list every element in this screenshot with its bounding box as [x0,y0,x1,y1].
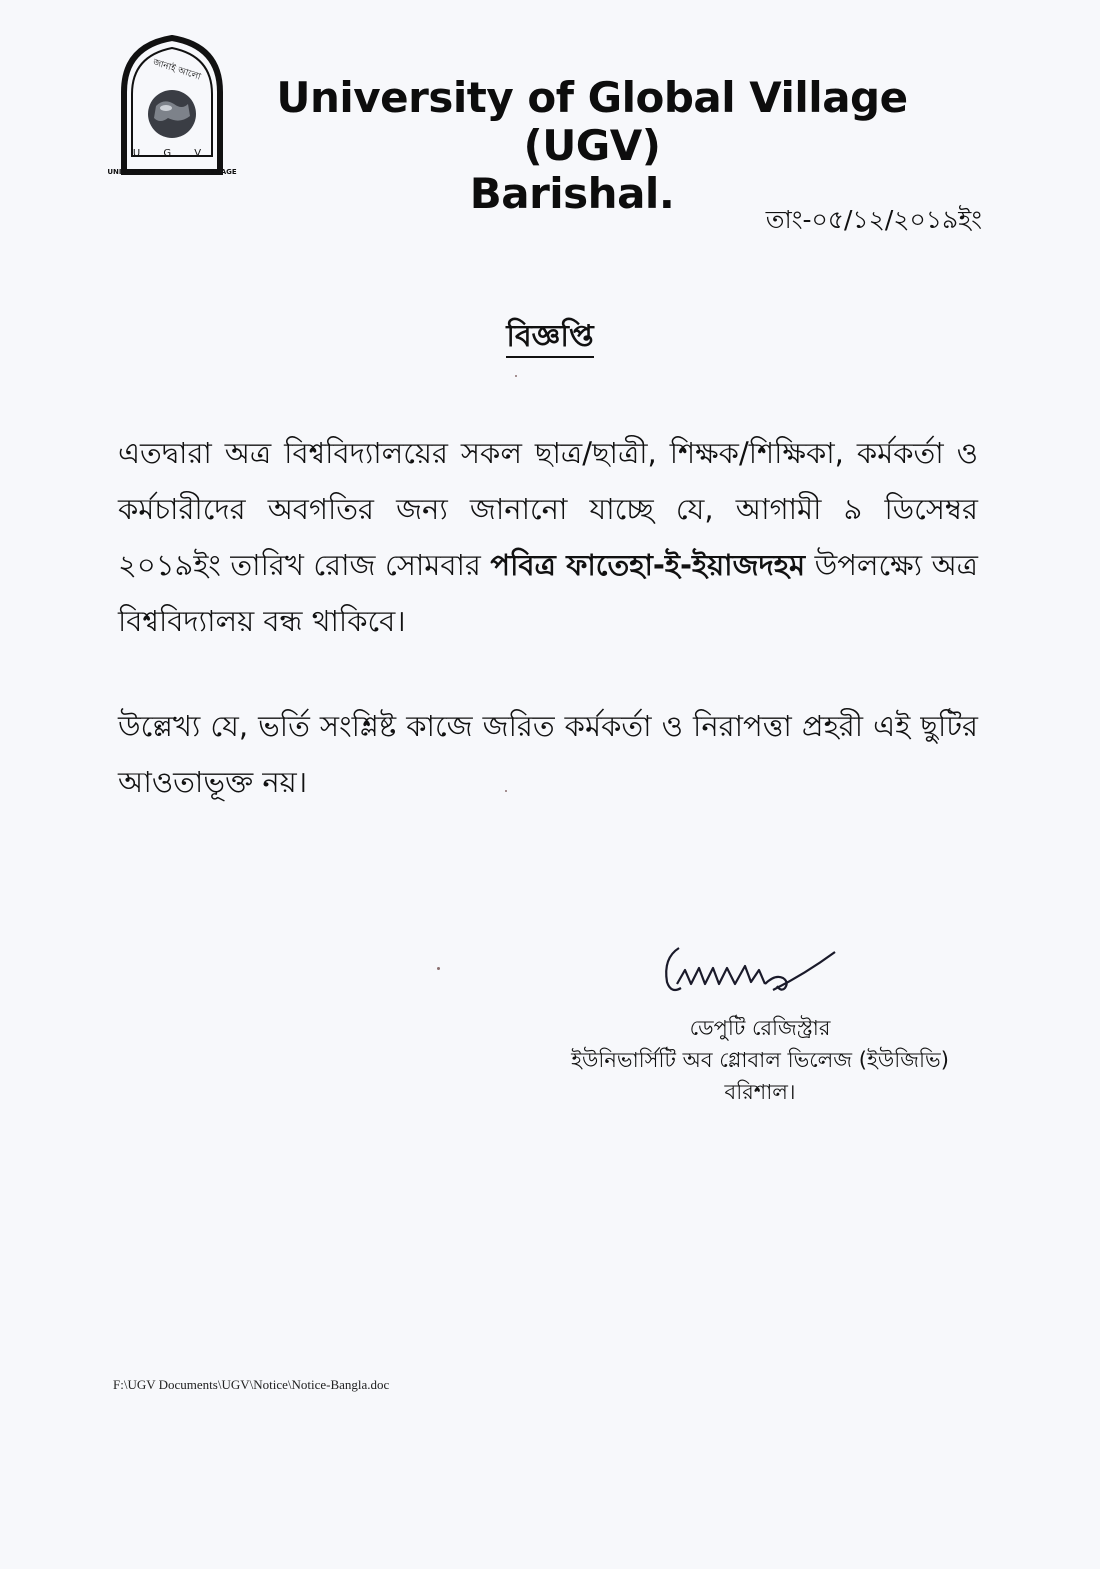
paragraph-1-emphasis: পবিত্র ফাতেহা-ই-ইয়াজদহম [490,548,806,582]
university-name [232,74,952,218]
paragraph-2: উল্লেখ্য যে, ভর্তি সংশ্লিষ্ট কাজে জরিত কর্মকর্তা ও নিরাপত্তা প্রহরী এই ছুটির আওতাভূক্ত নয়। [118,709,978,799]
signatory-block [540,1012,980,1108]
file-path-footer: F:\UGV Documents\UGV\Notice\Notice-Bangla.doc [113,1377,390,1392]
notice-title [0,312,1100,363]
logo-arc-text: জানাই আলো [151,57,202,83]
logo-letters: U G V [132,148,212,159]
university-name-line2: Barishal. [469,169,675,218]
scan-speck [515,375,517,377]
university-name-line1: University of Global Village (UGV) [276,73,908,170]
signature [655,930,840,1012]
scan-speck [437,967,440,970]
paragraph-1-text-b: উপলক্ষ্যে অত্র বিশ্ববিদ্যালয় বন্ধ থাকিবে। [118,548,978,638]
signatory-organization: ইউনিভার্সিটি অব গ্লোবাল ভিলেজ (ইউজিভি) [571,1048,949,1072]
paragraph-1-text-a: এতদ্বারা অত্র বিশ্ববিদ্যালয়ের সকল ছাত্র/ছাত্রী, শিক্ষক/শিক্ষিকা, কর্মকর্তা ও কর্মচারীদের অবগতির জন্য জানানো যাচ্ছে যে, আগামী ৯ ডিসেম্বর ২০১৯ইং তারিখ রোজ সোমবার [118,436,978,582]
notice-date: তাং-০৫/১২/২০১৯ইং [765,205,982,234]
signatory-city: বরিশাল। [724,1080,796,1104]
signatory-designation: ডেপুটি রেজিস্ট্রার [689,1016,831,1040]
paragraph-1 [118,425,978,649]
notice-title-text: বিজ্ঞপ্তি [506,319,593,358]
university-logo [107,32,237,176]
logo-caption: UNIVERSITY OF GLOBAL VILLAGE [107,168,237,176]
scan-speck [505,790,507,792]
